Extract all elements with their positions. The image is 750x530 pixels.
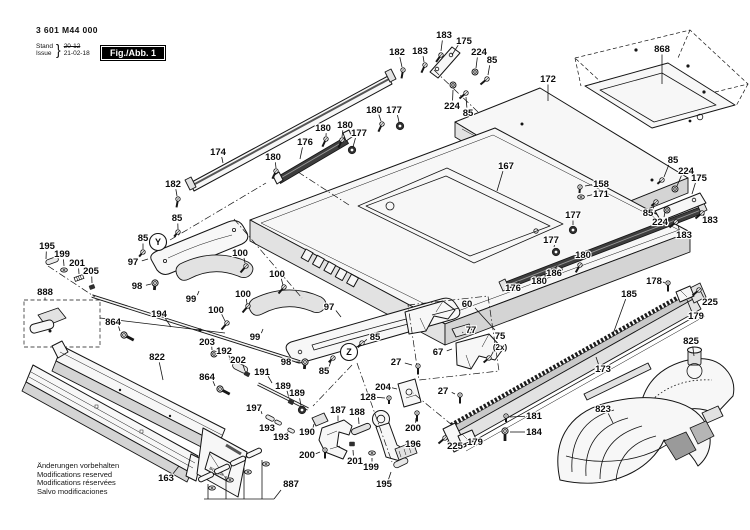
part-number-label: 181 [526,411,542,423]
part-number-label: 224 [471,47,487,59]
leader-line [400,57,402,67]
grommet-part [348,146,356,154]
part-number-label: 183 [702,215,718,227]
grommet-part [396,122,404,130]
bracket-box-888 [24,300,100,347]
part-number-label: 97 [127,257,139,269]
part-number-label: 188 [349,407,365,419]
leader-line [663,282,665,283]
part-number-label: 825 [683,336,699,348]
screw-part [327,355,336,364]
part-number-label: 224 [652,217,668,229]
part-number-label: 192 [216,346,232,358]
part-number-label: 175 [691,173,707,185]
part-number-label: 177 [565,210,581,222]
part-number-label: 191 [254,367,270,379]
part-number-label: 177 [543,235,559,247]
part-number-label: 27 [437,386,449,398]
leader-line [142,259,148,261]
part-number-label: 180 [315,123,331,135]
bolt-part [301,359,308,370]
leader-line [389,472,391,479]
cap-part [578,195,585,199]
handle-99-b [249,290,326,315]
stand-label: Stand [36,42,53,50]
part-number-label: 196 [405,439,421,451]
leader-line [316,452,320,454]
part-number-label: 182 [389,47,405,59]
part-number-label: 158 [593,179,609,191]
part-number-label: 204 [375,382,391,394]
leader-line [197,291,199,295]
leader-line [441,40,442,51]
part-number-label: 183 [676,230,692,242]
leader-line [63,259,64,266]
clamp-bracket-187 [319,420,352,459]
bracket-204 [398,379,421,407]
part-number-label: 189 [289,388,305,400]
pin-188 [351,422,372,435]
part-number-label: 176 [505,283,521,295]
dot-part [634,48,637,51]
leader-line [692,183,695,194]
part-number-label: (2x) [492,343,508,353]
leader-line [452,392,455,394]
screw-part [323,448,327,459]
revision-brace: } [56,41,61,59]
old-revision-date: 20-12 [63,42,81,50]
grommet-part [569,226,577,234]
part-number-label: 176 [297,137,313,149]
part-number-label: 200 [405,423,421,435]
screw-part [458,393,462,404]
leader-line [488,65,490,75]
part-number-label: 864 [199,372,215,384]
part-number-label: 27 [390,357,402,369]
part-number-label: 225 [447,441,463,453]
part-number-label: 224 [678,166,694,178]
part-number-label: 98 [131,281,143,293]
leader-line [377,397,385,398]
leader-line [405,363,412,365]
blade-guard-823 [558,398,714,483]
part-number-label: 180 [531,276,547,288]
part-number-label: 171 [593,189,609,201]
dot-part [686,64,689,67]
leader-line [342,130,343,137]
part-number-label: 85 [171,213,183,225]
leader-line [159,362,163,380]
pin-part [265,414,275,422]
part-number-label: 67 [432,347,444,359]
part-number-label: 100 [232,248,248,260]
part-number-label: 186 [546,268,562,280]
revision-block [36,42,90,58]
bracket-line [274,490,281,499]
part-number-label: 99 [249,332,261,344]
bolt-part [216,385,231,397]
leader-line [353,138,355,147]
axis-line [413,393,452,425]
screw-part [220,320,230,331]
cap-part [61,268,68,272]
leader-line [466,97,467,108]
cap-part [209,486,216,490]
part-number-label: 85 [137,233,149,245]
part-number-label: 194 [151,309,167,321]
part-number-label: 179 [467,437,483,449]
part-number-label: 201 [69,258,85,270]
view-balloon-letter: Y [154,237,162,248]
screw-part [416,364,420,375]
part-number-label: 75 [494,331,506,343]
part-number-label: 190 [299,427,315,439]
part-number-label: 887 [283,479,299,491]
bolt-part [151,280,158,291]
part-number-label: 193 [259,423,275,435]
part-number-label: 178 [646,276,662,288]
screw-part [479,76,490,86]
screw-part [172,229,181,238]
notice-line-es: Salvo modificaciones [37,487,108,497]
part-number-label: 85 [369,332,381,344]
nut-part [89,284,96,290]
part-number-label: 85 [667,155,679,167]
part-number-label: 77 [465,325,477,337]
leader-line [476,57,477,68]
part-number-label: 85 [486,55,498,67]
part-number-label: 128 [360,392,376,404]
cap-part [227,478,234,482]
leader-line [146,284,151,285]
document-part-number: 3 601 M44 000 [36,25,98,35]
screw-part [387,396,391,404]
part-number-label: 98 [280,357,292,369]
part-number-label: 225 [702,297,718,309]
part-number-label: 200 [299,450,315,462]
dot-part [702,90,705,93]
cap-part [245,470,252,474]
part-number-label: 167 [498,161,514,173]
view-balloon-letter: Z [346,347,352,358]
part-number-label: 822 [149,352,165,364]
clamp-plate-190 [312,413,328,426]
new-revision-date: 21-02-18 [63,50,90,57]
part-number-label: 100 [269,269,285,281]
part-number-label: 180 [265,152,281,164]
part-number-label: 177 [386,105,402,117]
part-number-label: 183 [436,30,452,42]
screw-part [137,249,146,258]
notice-line-fr: Modifications réservées [37,478,116,488]
bolt-part [502,428,508,441]
part-number-label: 172 [540,74,556,86]
part-number-label: 100 [235,289,251,301]
notice-line-de: Änderungen vorbehalten [37,461,120,470]
nut-part [349,442,355,446]
part-number-label: 60 [461,299,473,311]
part-number-label: 180 [366,105,382,117]
screw-part [320,136,329,148]
part-number-label: 199 [363,462,379,474]
part-number-label: 205 [83,266,99,278]
part-number-label: 184 [526,427,542,439]
notice-line-en: Modifications reserved [37,469,113,479]
part-number-label: 185 [621,289,637,301]
part-number-label: 864 [105,317,121,329]
screw-part [376,121,385,133]
part-number-label: 201 [347,456,363,468]
part-number-label: 85 [642,208,654,220]
part-number-label: 177 [351,128,367,140]
part-number-label: 174 [210,147,226,159]
pin-part [274,419,282,425]
screw-part [666,281,670,292]
part-number-label: 224 [444,101,460,113]
cap-part [263,462,270,466]
grommet-part [552,248,560,256]
issue-label: Issue [36,50,52,57]
part-number-label: 163 [158,473,174,485]
legal-notice [37,462,119,497]
screw-part [174,196,180,207]
leader-line [336,311,341,317]
cap-part [369,451,376,455]
leader-line [261,329,263,333]
screw-part [419,62,428,74]
washer-part [472,69,478,75]
part-number-label: 175 [456,36,472,48]
part-number-label: 197 [246,403,262,415]
washer-part [672,186,678,192]
part-number-label: 85 [462,108,474,120]
washer-part [450,82,456,88]
part-number-label: 180 [337,120,353,132]
clamp-lever-196 [373,411,418,462]
screw-part [504,414,508,422]
part-number-label: 202 [230,355,246,367]
part-number-label: 199 [54,249,70,261]
bolt-part [120,331,135,343]
figure-badge: Fig./Abb. 1 [100,45,166,61]
part-number-label: 823 [595,404,611,416]
part-number-label: 183 [412,46,428,58]
part-number-label: 195 [376,479,392,491]
part-number-label: 182 [165,179,181,191]
part-number-label: 97 [323,302,335,314]
screw-part [399,67,405,78]
part-number-label: 888 [37,287,53,299]
part-number-label: 179 [688,311,704,323]
leader-line [392,388,397,389]
part-number-label: 868 [654,44,670,56]
leader-line [510,416,525,417]
dot-part [198,328,201,331]
part-number-label: 99 [185,294,197,306]
bracket-175-top [430,47,460,78]
leader-line [176,189,177,196]
part-number-label: 187 [330,405,346,417]
part-number-label: 173 [595,364,611,376]
part-number-label: 195 [39,241,55,253]
leader-line [447,349,452,351]
part-number-label: 85 [318,366,330,378]
part-number-label: 180 [575,250,591,262]
leader-line [300,147,302,159]
part-number-label: 203 [199,337,215,349]
part-number-label: 100 [208,305,224,317]
part-number-label: 193 [273,432,289,444]
grommet-part [298,406,306,414]
part-number-label: 189 [275,381,291,393]
leader-line [358,417,359,424]
